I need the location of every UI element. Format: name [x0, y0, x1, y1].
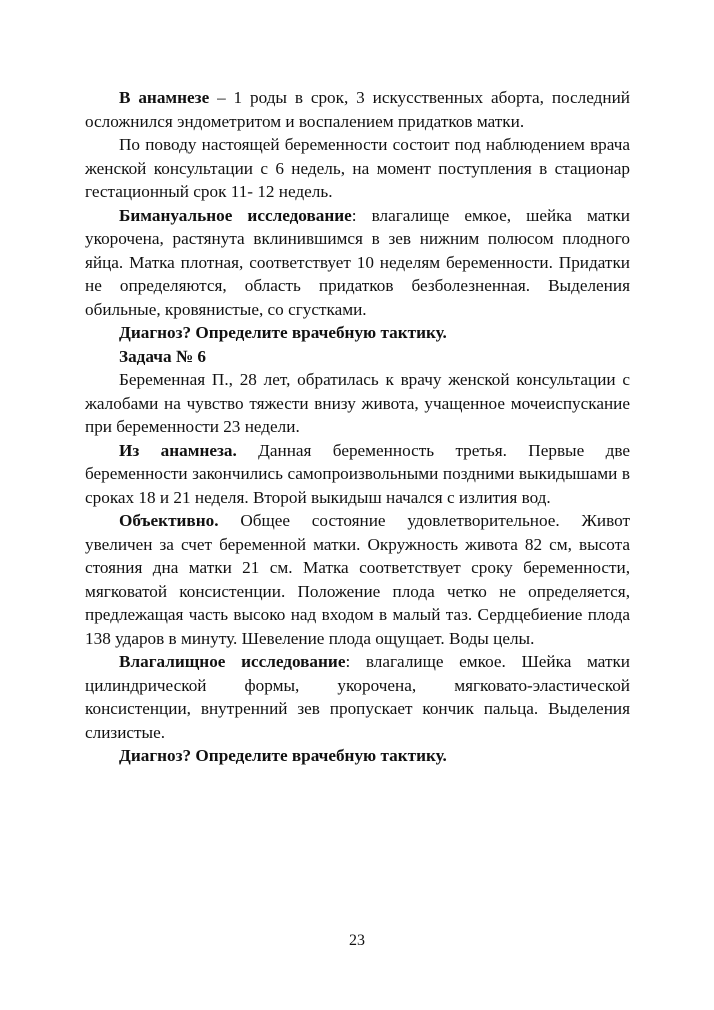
vaginal-exam-label: Влагалищное исследование: [119, 652, 346, 671]
diagnosis-question: [85, 321, 630, 345]
bimanual-exam-paragraph: [85, 204, 630, 322]
page-number: 23: [349, 932, 365, 949]
diagnosis-question-text: Диагноз? Определите врачебную тактику.: [119, 323, 447, 342]
history-label: Из анамнеза.: [119, 440, 237, 460]
anamnesis-paragraph: [85, 86, 630, 133]
objective-text: Общее состояние удовлетворительное. Живот увеличен за счет беременной матки. Окружность живота 82 см, высота стояния дна матки 21 см. Матка соответствует сроку беременности, мягковатой консистенции. Положение плода четко не определяется, предлежащая часть высоко над входом в малый таз. Сердцебиение плода 138 ударов в минуту. Шевеление плода ощущает. Воды целы.: [85, 511, 630, 648]
history-text: Данная беременность третья. Первые две беременности закончились самопроизвольными поздними выкидышами в сроках 18 и 21 неделя. Второй выкидыш начался с излития вод.: [85, 440, 630, 507]
patient-complaint-paragraph: Беременная П., 28 лет, обратилась к врачу женской консультации с жалобами на чувство тяжести внизу живота, учащенное мочеиспускание при беременности 23 недели.: [85, 370, 630, 436]
anamnesis-label: В анамнезе: [119, 88, 210, 107]
task-title: Задача № 6: [119, 346, 207, 366]
bimanual-exam-text: : влагалище емкое, шейка матки укорочена, растянута вклинившимся в зев нижним полюсом плодного яйца. Матка плотная, соответствует 10 неделям беременности. Придатки не определяются, область придатков безболезненная. Выделения обильные, кровянистые, со сгустками.: [85, 205, 630, 319]
history-paragraph: [85, 439, 630, 510]
current-pregnancy-paragraph: По поводу настоящей беременности состоит под наблюдением врача женской консультации с 6 недель, на момент поступления в стационар гестационный срок 11- 12 недель.: [85, 135, 630, 201]
diagnosis-question-2-text: Диагноз? Определите врачебную тактику.: [119, 746, 447, 765]
anamnesis-text: – 1 роды в срок, 3 искусственных аборта, последний осложнился эндометритом и воспалением придатков матки.: [85, 88, 630, 131]
vaginal-exam-paragraph: [85, 650, 630, 744]
diagnosis-question-2: [85, 744, 630, 768]
bimanual-exam-label: Бимануальное исследование: [119, 205, 352, 225]
page-body: [85, 86, 630, 768]
objective-label: Объективно.: [119, 511, 219, 530]
vaginal-exam-text: : влагалище емкое. Шейка матки цилиндрической формы, укорочена, мягковато-эластической консистенции, внутренний зев пропускает кончик пальца. Выделения слизистые.: [85, 652, 631, 742]
objective-paragraph: [85, 509, 630, 650]
